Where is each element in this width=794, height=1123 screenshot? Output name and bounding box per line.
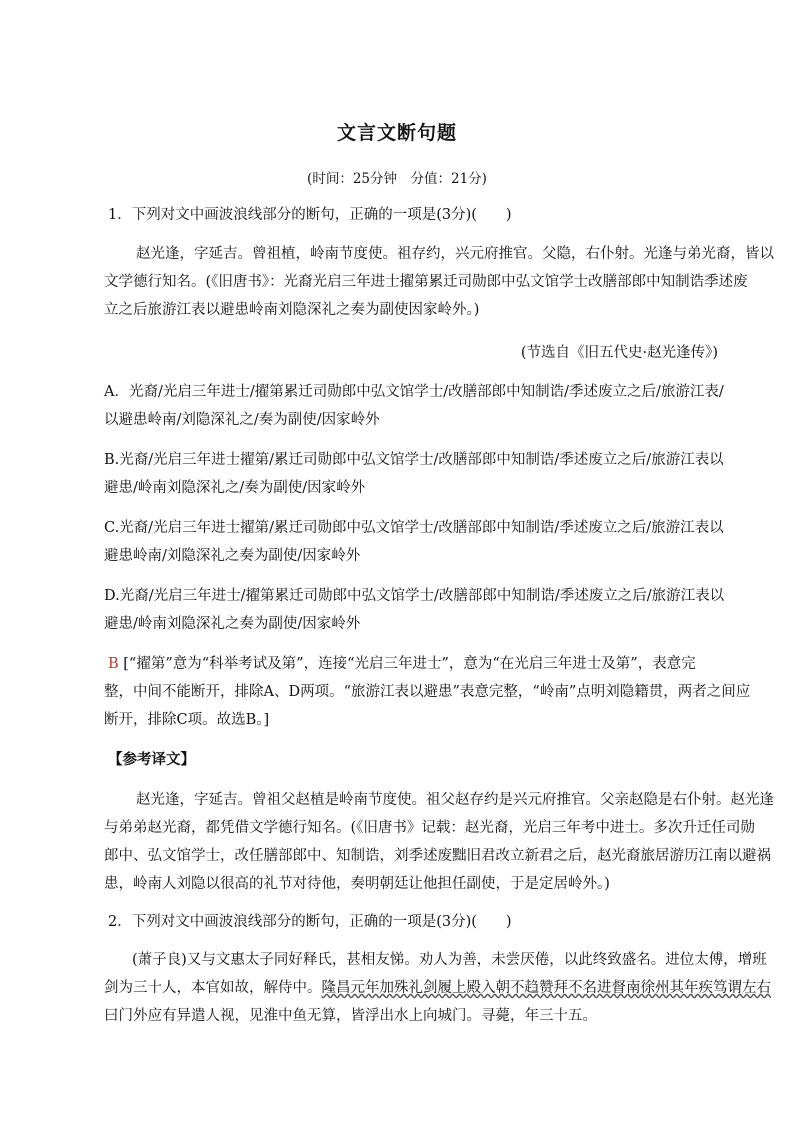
answer-line: 断开，排除C项。故选B。]: [104, 712, 270, 728]
translation-line: 郎中、弘文馆学士，改任膳部郎中、知制诰，刘季述废黜旧君改立新君之后，赵光裔旅居游历江南以避祸: [104, 848, 771, 864]
option-c-line-2: 避患岭南/刘隐深礼之奏为副使/因家岭外: [104, 548, 361, 564]
passage-line: (萧子良)又与文惠太子同好释氏，甚相友悌。劝人为善，未尝厌倦，以此终致盛名。进位太傅，增班: [132, 952, 767, 968]
option-c-line-1: C.光裔/光启三年进士擢第/累迁司勋郎中弘文馆学士/改膳部郎中知制诰/季述废立之后/旅游江表以: [104, 520, 724, 536]
passage-line: 赵光逢，字延吉。曾祖植，岭南节度使。祖存约，兴元府推官。父隐，右仆射。光逢与弟光裔，皆以: [136, 246, 774, 262]
translation-line: 赵光逢，字延吉。曾祖父赵植是岭南节度使。祖父赵存约是兴元府推官。父亲赵隐是右仆射。赵光逢: [136, 792, 774, 808]
answer-line: [108, 654, 724, 674]
passage-source: (节选自《旧五代史·赵光逢传》): [520, 345, 718, 361]
option-a-line-1: A．光裔/光启三年进士/擢第累迁司勋郎中弘文馆学士/改膳部郎中知制诰/季述废立之后/旅游江表/: [104, 384, 724, 400]
option-b-line-2: 避患/岭南刘隐深礼之/奏为副使/因家岭外: [104, 480, 366, 496]
translation-line: 患，岭南人刘隐以很高的礼节对待他，奏明朝廷让他担任副使，于是定居岭外。): [104, 876, 610, 892]
option-d-line-1: D.光裔/光启三年进士/擢第累迁司勋郎中弘文馆学士/改膳部郎中知制诰/季述废立之后/旅游江表以: [104, 588, 725, 604]
translation-heading: 【参考译文】: [108, 751, 195, 768]
passage-wavy-text: 文学德行知名。(《旧唐书》：光裔光启三年进士擢第累迁司勋郎中弘文馆学士改膳部郎中知制诰季述废: [104, 274, 748, 290]
passage-line: [104, 978, 771, 998]
answer-letter: B: [108, 656, 119, 672]
passage-line: 曰门外应有异遣人视，见淮中鱼无算，皆浮出水上向城门。寻薨，年三十五。: [104, 1008, 597, 1024]
option-a-line-2: 以避患岭南/刘隐深礼之/奏为副使/因家岭外: [104, 412, 380, 428]
page-title: 文言文断句题: [336, 122, 457, 144]
translation-line: 与弟弟赵光裔，都凭借文学德行知名。(《旧唐书》记载：赵光裔，光启三年考中进士。多次升迁任司勋: [104, 820, 755, 836]
answer-line: 整，中间不能断开，排除A、D两项。“旅游江表以避患”表意完整，“岭南”点明刘隐籍贯，两者之间应: [104, 684, 751, 700]
option-b-line-1: B.光裔/光启三年进士擢第/累迁司勋郎中弘文馆学士/改膳部郎中知制诰/季述废立之后/旅游江表以: [104, 452, 724, 468]
passage-line: [104, 272, 748, 292]
passage-plain-text: 剑为三十人，本官如故，解侍中。: [104, 980, 322, 996]
answer-explanation: [“擢第”意为“科举考试及第”，连接“光启三年进士”，意为“在光启三年进士及第”，表意完: [123, 656, 696, 672]
question-1-stem: 1．下列对文中画波浪线部分的断句，正确的一项是(3分)( ): [108, 207, 512, 223]
option-d-line-2: 避患/岭南刘隐深礼之奏为副使/因家岭外: [104, 616, 361, 632]
passage-wavy-text: 隆昌元年加殊礼剑履上殿入朝不趋赞拜不名进督南徐州其年疾笃谓左右: [321, 980, 771, 996]
passage-line: 立之后旅游江表以避患岭南刘隐深礼之奏为副使因家岭外。): [104, 302, 480, 318]
question-2-stem: 2．下列对文中画波浪线部分的断句，正确的一项是(3分)( ): [108, 914, 512, 930]
exam-meta: (时间：25分钟 分值：21分): [307, 171, 487, 187]
